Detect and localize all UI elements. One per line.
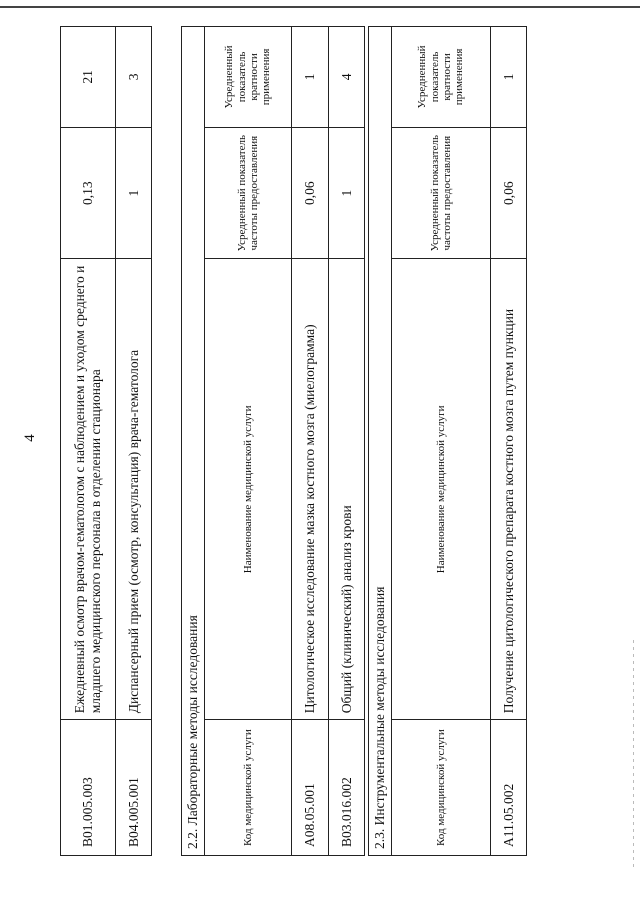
consultations-table [60,26,152,856]
service-name: Цитологическое исследование мазка костного мозга (миелограмма) [292,259,329,720]
service-name: Ежедневный осмотр врачом-гематологом с наблюдением и уходом среднего и младшего медицинского персонала в отделении стационара [61,259,116,720]
multiplicity-value: 1 [491,27,527,128]
page-number: 4 [22,434,38,442]
table-row [292,27,329,856]
instrumental-methods-table [368,26,527,856]
header-row [392,27,491,856]
frequency-value: 1 [116,127,152,259]
table-row [491,27,527,856]
frequency-value: 0,06 [491,127,527,259]
section-title: 2.3. Инструментальные методы исследования [369,27,392,856]
header-multiplicity: Усредненный показатель кратности применения [392,27,491,128]
laboratory-methods-table [181,26,365,856]
service-code: B01.005.003 [61,720,116,856]
multiplicity-value: 3 [116,27,152,128]
service-name: Общий (клинический) анализ крови [329,259,365,720]
service-name: Диспансерный прием (осмотр, консультация) врача-гематолога [116,259,152,720]
header-code: Код медицинской услуги [205,720,292,856]
rotated-page-content [22,26,516,856]
section-title-row [182,27,205,856]
header-code: Код медицинской услуги [392,720,491,856]
service-code: A11.05.002 [491,720,527,856]
service-code: B03.016.002 [329,720,365,856]
multiplicity-value: 4 [329,27,365,128]
section-title-row [369,27,392,856]
frequency-value: 0,13 [61,127,116,259]
service-code: A08.05.001 [292,720,329,856]
frequency-value: 1 [329,127,365,259]
service-code: B04.005.001 [116,720,152,856]
page-top-border [0,6,640,8]
multiplicity-value: 1 [292,27,329,128]
table-row [329,27,365,856]
header-frequency: Усредненный показатель частоты предоставления [205,127,292,259]
section-title: 2.2. Лабораторные методы исследования [182,27,205,856]
service-name: Получение цитологического препарата костного мозга путем пункции [491,259,527,720]
table-row [61,27,116,856]
frequency-value: 0,06 [292,127,329,259]
header-row [205,27,292,856]
scan-edge-mark [633,640,634,870]
table-row [116,27,152,856]
header-multiplicity: Усредненный показатель кратности применения [205,27,292,128]
header-name: Наименование медицинской услуги [205,259,292,720]
header-name: Наименование медицинской услуги [392,259,491,720]
multiplicity-value: 21 [61,27,116,128]
header-frequency: Усредненный показатель частоты предоставления [392,127,491,259]
